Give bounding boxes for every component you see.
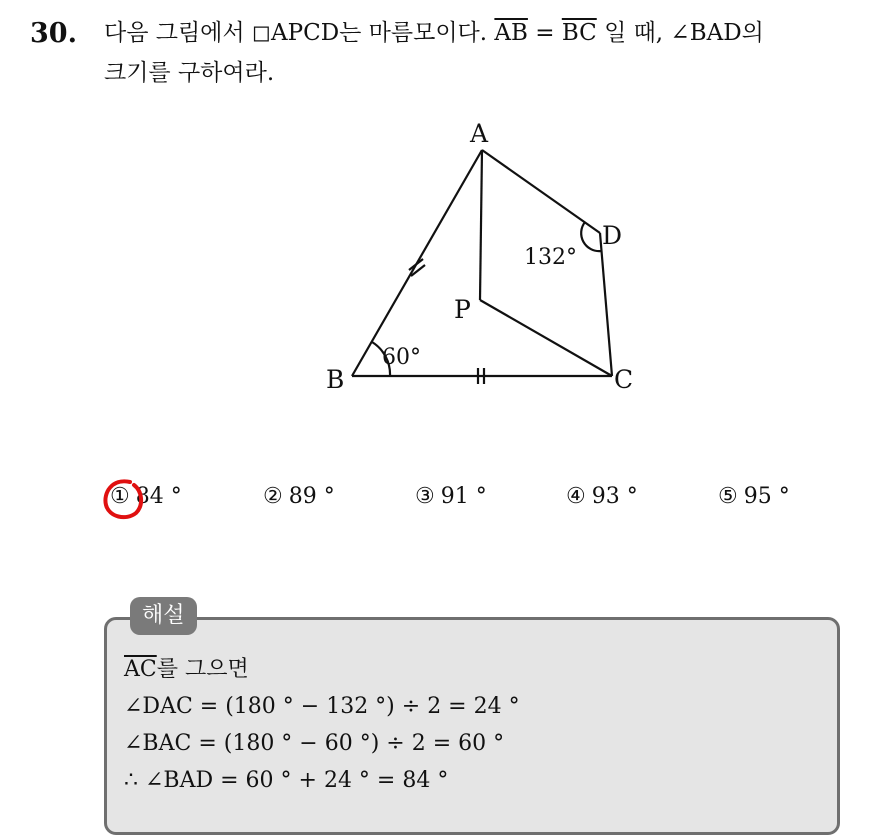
choice-4-number: ④ — [566, 484, 586, 509]
label-d: D — [602, 221, 623, 250]
choice-2-number: ② — [263, 484, 283, 509]
segment-bc: $\overline{BC}$ — [561, 20, 597, 46]
question-number: 30. — [30, 18, 77, 49]
segment-ac: $\overline{AC}$ — [124, 657, 157, 682]
answer-circle-mark — [100, 475, 148, 523]
choice-5[interactable] — [718, 484, 790, 509]
label-a: A — [470, 119, 489, 148]
segment-ab: $\overline{AB}$ — [494, 20, 528, 46]
solution-line-1-text: 를 그으면 — [156, 657, 249, 682]
angle-d-label: 132° — [524, 245, 577, 270]
segment-dc-line — [600, 233, 612, 376]
solution-line-1 — [124, 651, 520, 688]
segment-ad-line — [482, 150, 600, 233]
choice-1-number: ① — [110, 484, 130, 509]
segment-pc-line — [480, 300, 612, 376]
choice-5-value: 95 ° — [743, 484, 790, 509]
choice-4[interactable] — [566, 484, 638, 509]
solution-tag: 해설 — [130, 597, 197, 635]
question-condition: 일 때, ∠BAD의 — [604, 20, 764, 46]
choice-3-number: ③ — [415, 484, 435, 509]
solution-text — [124, 651, 520, 799]
choice-5-number: ⑤ — [718, 484, 738, 509]
label-c: C — [614, 365, 634, 394]
choice-2[interactable] — [263, 484, 335, 509]
choice-4-value: 93 ° — [591, 484, 638, 509]
angle-b-label: 60° — [382, 345, 421, 370]
segment-ap-line — [480, 150, 482, 300]
question-text-line1 — [104, 18, 764, 48]
solution-line-3: ∠BAC = (180 ° − 60 °) ÷ 2 = 60 ° — [124, 731, 505, 756]
label-b: B — [326, 365, 345, 394]
question-text-line2: 크기를 구하여라. — [104, 60, 275, 86]
choice-1-value: 84 ° — [135, 484, 182, 509]
choice-2-value: 89 ° — [288, 484, 335, 509]
label-p: P — [454, 295, 471, 324]
solution-line-2: ∠DAC = (180 ° − 132 °) ÷ 2 = 24 ° — [124, 694, 520, 719]
question-intro: 다음 그림에서 ◻APCD는 마름모이다. — [104, 20, 488, 46]
choice-3-value: 91 ° — [440, 484, 487, 509]
geometry-figure — [310, 118, 650, 412]
rhombus-diagram — [310, 118, 650, 408]
choice-3[interactable] — [415, 484, 487, 509]
solution-line-4: ∴ ∠BAD = 60 ° + 24 ° = 84 ° — [124, 768, 449, 793]
equals-sign: = — [535, 20, 555, 46]
